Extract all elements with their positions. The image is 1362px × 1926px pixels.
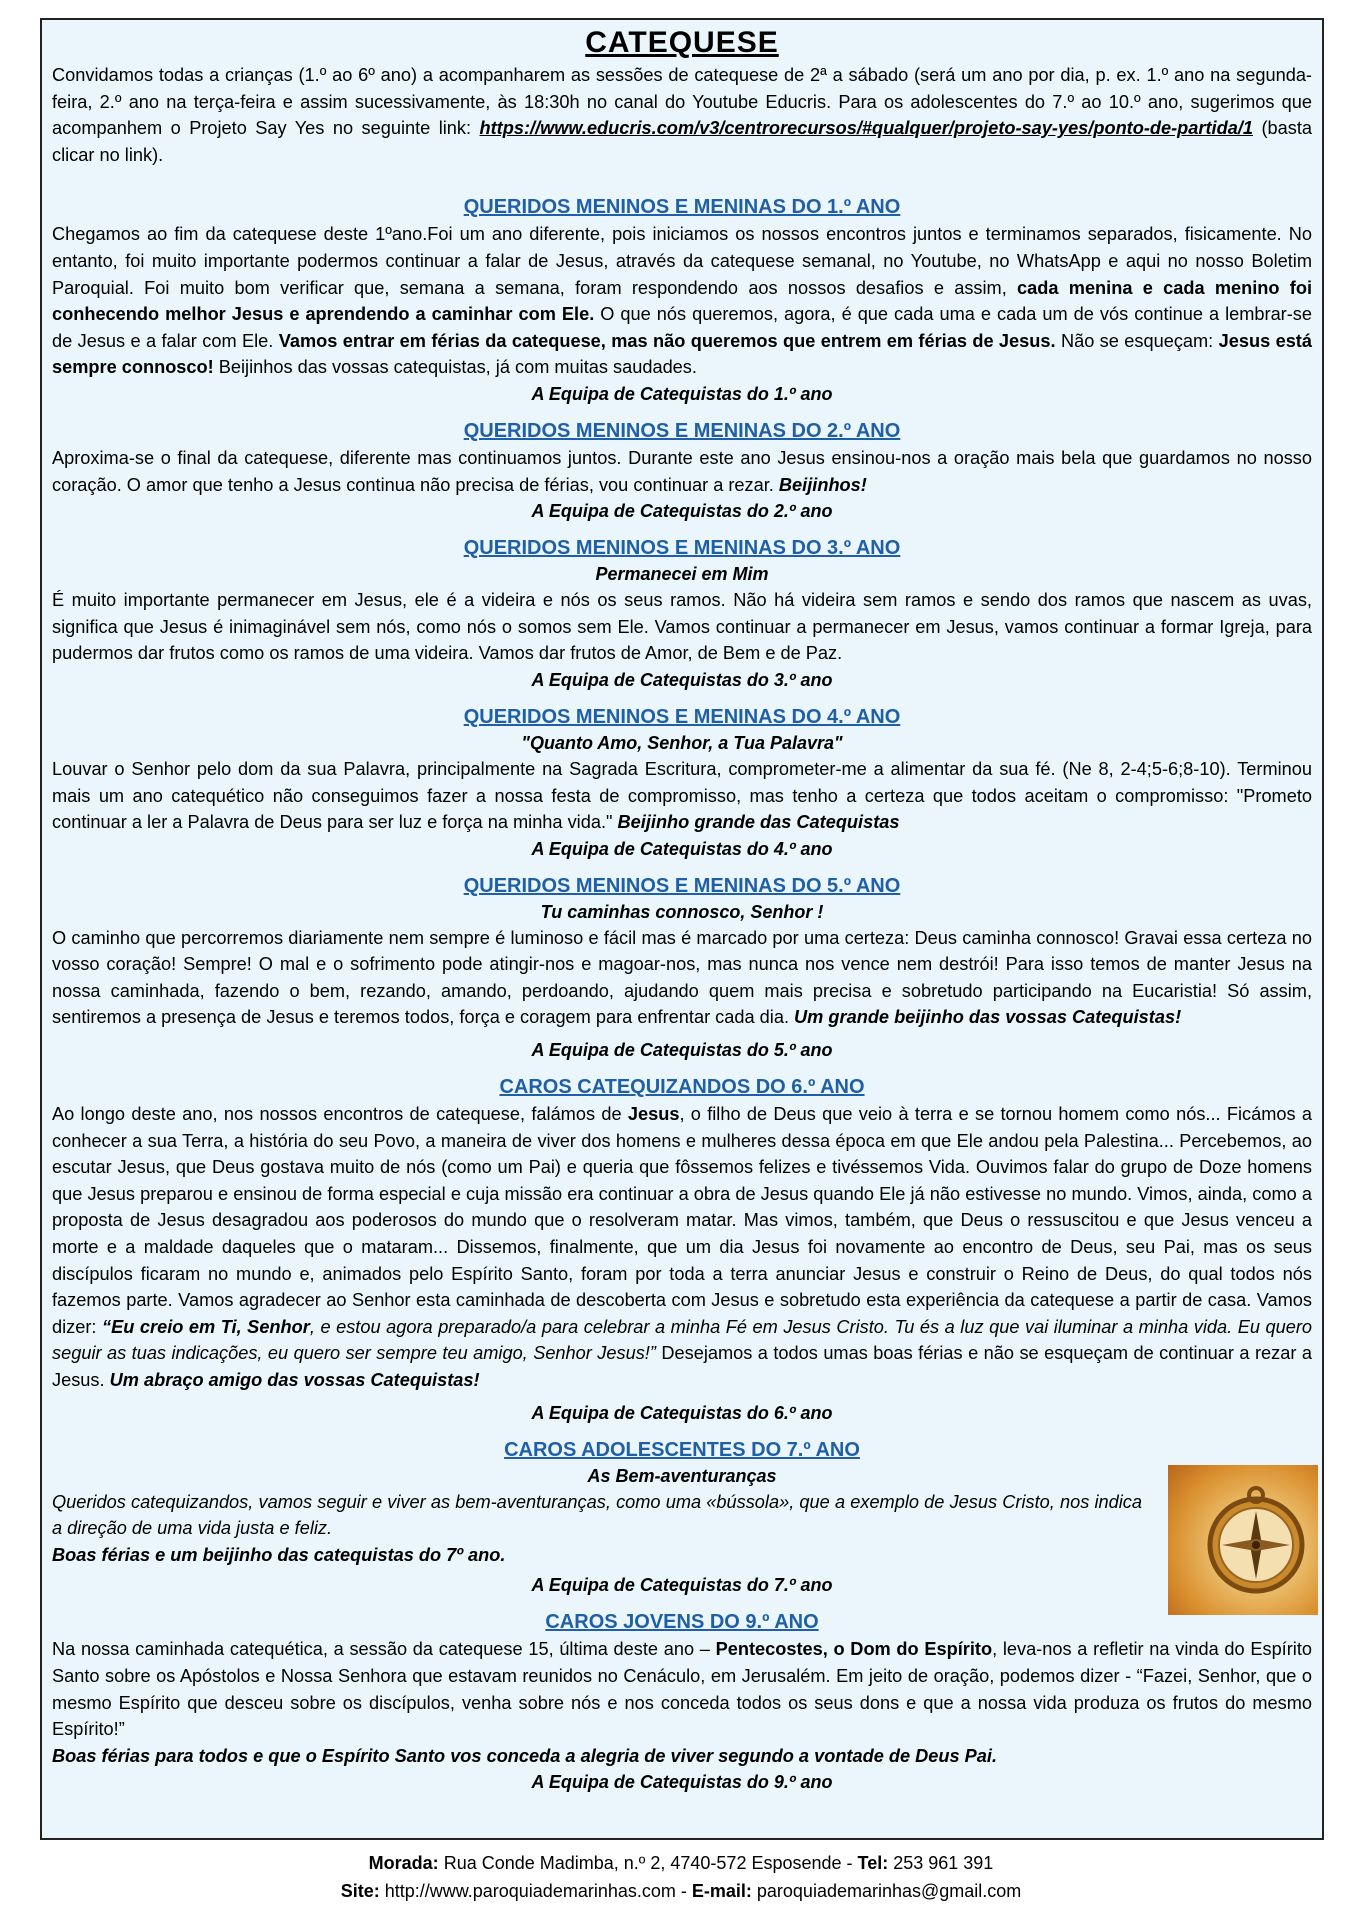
- signature-2-ano: A Equipa de Catequistas do 2.º ano: [531, 501, 833, 522]
- heading-1-ano: QUERIDOS MENINOS E MENINAS DO 1.º ANO: [463, 196, 901, 219]
- text: 253 961 391: [888, 1853, 994, 1873]
- bold-italic-text: Beijinhos!: [778, 474, 867, 495]
- text: , leva-nos a refletir na vinda do Espírito Santo sobre os Apóstolos e Nossa Senhora que estavam reunidos no Cenáculo, em Jerusalém. Em jeito de oração, podemos dizer - “Fazei, Senhor, que o mesmo Espírito que desceu sobre os discípulos, venha sobre nós e nos conceda todos os seus dons e que a nossa vida produza os frutos do mesmo Espírito!”: [52, 1639, 1313, 1740]
- paragraph-4-ano: [52, 756, 1312, 836]
- catequese-box: [40, 18, 1324, 1840]
- label: Morada:: [368, 1853, 439, 1873]
- footer-contacts: [0, 1878, 1362, 1904]
- paragraph-9-ano: [52, 1636, 1312, 1742]
- intro-text-end: (basta clicar no link).: [52, 118, 1312, 165]
- bold-text: Jesus: [627, 1104, 680, 1125]
- text: Não se esqueçam:: [1055, 330, 1219, 351]
- wishes-7-ano: Boas férias e um beijinho das catequistas do 7º ano.: [52, 1544, 506, 1565]
- signature-4-ano: A Equipa de Catequistas do 4.º ano: [531, 838, 833, 859]
- intro-text: Convidamos todas a crianças (1.º ao 6º ano) a acompanharem as sessões de catequese de 2ª a sábado (será um ano por dia, p. ex. 1.º ano na segunda-feira, 2.º ano na terça-feira e assim sucessivamente, às 18:30h no canal do Youtube Educris. Para os adolescentes do 7.º ao 10.º ano, sugerimos que acompanhem o Projeto Say Yes no seguinte link:: [52, 65, 1312, 139]
- heading-4-ano: QUERIDOS MENINOS E MENINAS DO 4.º ANO: [463, 705, 901, 728]
- text: O caminho que percorremos diariamente nem sempre é luminoso e fácil mas é marcado por uma certeza: Deus caminha connosco! Gravai essa certeza no vosso coração! Sempre! O mal e o sofrimento pode atingir-nos e magoar-nos, mas nunca nos vence nem destrói! Para isso temos de manter Jesus na nossa caminhada, fazendo o bem, rezando, amando, perdoando, ajudando quem mais precisa e sobretudo participando na Eucaristia! Só assim, sentiremos a presença de Jesus e teremos todos, força e coragem para enfrentar cada dia.: [52, 927, 1312, 1028]
- site-link[interactable]: http://www.paroquiademarinhas.com -: [379, 1881, 692, 1901]
- text: Chegamos ao fim da catequese deste 1ºano.Foi um ano diferente, pois iniciamos os nossos encontros juntos e terminamos separados, fisicamente. No entanto, foi muito importante podermos continuar a falar de Jesus, através da catequese semanal, no Youtube, no WhatsApp e aqui no nosso Boletim Paroquial. Foi muito bom verificar que, semana a semana, foram respondendo aos nossos desafios e assim,: [52, 224, 1312, 298]
- label: Site:: [340, 1881, 380, 1901]
- paragraph-7-ano: Queridos catequizandos, vamos seguir e viver as bem-aventuranças, como uma «bússola», que a exemplo de Jesus Cristo, nos indica a direção de uma vida justa e feliz.: [52, 1491, 1142, 1539]
- signature-3-ano: A Equipa de Catequistas do 3.º ano: [531, 669, 833, 690]
- bold-text: Pentecostes, o Dom do Espírito: [715, 1639, 993, 1660]
- compass-icon: [1168, 1465, 1318, 1615]
- say-yes-link[interactable]: https://www.educris.com/v3/centrorecursos/#qualquer/projeto-say-yes/ponto-de-partida/1: [479, 118, 1253, 139]
- signature-9-ano: A Equipa de Catequistas do 9.º ano: [531, 1772, 833, 1793]
- heading-5-ano: QUERIDOS MENINOS E MENINAS DO 5.º ANO: [463, 874, 901, 897]
- bold-text: Jesus está sempre connosco!: [52, 330, 1312, 378]
- text: O que nós queremos, agora, é que cada uma e cada um de vós continue a lembrar-se de Jesus e a falar com Ele.: [52, 304, 1313, 351]
- subtitle-4-ano: "Quanto Amo, Senhor, a Tua Palavra": [521, 732, 843, 753]
- text: Louvar o Senhor pelo dom da sua Palavra, principalmente na Sagrada Escritura, comprometer-me a alimentar da sua fé. (Ne 8, 2-4;5-6;8-10). Terminou mais um ano catequético não conseguimos fazer a nossa festa de compromisso, mas tenho a certeza que todos aceitam o compromisso: "Prometo continuar a ler a Palavra de Deus para ser luz e força na minha vida.": [52, 758, 1312, 833]
- paragraph-5-ano: [52, 925, 1312, 1031]
- paragraph-6-ano: [52, 1101, 1312, 1394]
- heading-2-ano: QUERIDOS MENINOS E MENINAS DO 2.º ANO: [463, 419, 901, 442]
- label: E-mail:: [691, 1881, 752, 1901]
- wishes-9-ano: Boas férias para todos e que o Espírito Santo vos conceda a alegria de viver segundo a vontade de Deus Pai.: [52, 1745, 998, 1766]
- italic-text: , e estou agora preparado/a para celebrar a minha Fé em Jesus Cristo. Tu és a luz que vai iluminar a minha vida. Eu quero seguir as tuas indicações, eu quero ser sempre teu amigo, Senhor Jesus!”: [52, 1316, 1313, 1364]
- heading-9-ano: CAROS JOVENS DO 9.º ANO: [545, 1611, 819, 1634]
- paragraph-3-ano: É muito importante permanecer em Jesus, ele é a videira e nós os seus ramos. Não há videira sem ramos e sendo dos ramos que nascem as uvas, significa que Jesus é inimaginável sem nós, como nós o somos sem Ele. Vamos continuar a permanecer em Jesus, vamos continuar a formar Igreja, para pudermos dar frutos como os ramos de uma videira. Vamos dar frutos de Amor, de Bem e de Paz.: [52, 590, 1312, 664]
- text: Beijinhos das vossas catequistas, já com muitas saudades.: [213, 357, 697, 378]
- text: Desejamos a todos umas boas férias e não se esqueçam de continuar a rezar a Jesus.: [52, 1343, 1313, 1390]
- heading-3-ano: QUERIDOS MENINOS E MENINAS DO 3.º ANO: [463, 537, 901, 560]
- text: Aproxima-se o final da catequese, diferente mas continuamos juntos. Durante este ano Jesus ensinou-nos a oração mais bela que guardamos no nosso coração. O amor que tenho a Jesus continua não precisa de férias, vou continuar a rezar.: [52, 447, 1312, 495]
- text: , o filho de Deus que veio à terra e se tornou homem como nós... Ficámos a conhecer a sua Terra, a história do seu Povo, a maneira de viver dos homens e mulheres dessa época em que Ele andou pela Palestina... Percebemos, ao escutar Jesus, que Deus gostava muito de nós (como um Pai) e queria que fôssemos felizes e tivéssemos Vida. Ouvimos falar do grupo de Doze homens que Jesus preparou e ensinou de forma especial e cuja missão era continuar a obra de Jesus quando Ele já não estivesse no mundo. Vimos, ainda, como a proposta de Jesus desagradou aos poderosos do mundo que o resolveram matar. Mas vimos, também, que Deus o ressuscitou e que Jesus venceu a morte e a maldade daqueles que o mataram... Dissemos, finalmente, que um dia Jesus foi novamente ao encontro de Deus, seu Pai, mas os seus discípulos ficaram no mundo e, animados pelo Espírito Santo, foram por toda a terra anunciar Jesus e construir o Reino de Deus, do qual todos nós fazemos parte. Vamos agradecer ao Senhor esta caminhada de descoberta com Jesus e sobretudo esta experiência da catequese a partir de casa. Vamos dizer:: [52, 1104, 1312, 1337]
- paragraph-2-ano: [52, 445, 1312, 498]
- footer-address: [0, 1850, 1362, 1876]
- signature-7-ano: A Equipa de Catequistas do 7.º ano: [531, 1575, 833, 1596]
- text: Rua Conde Madimba, n.º 2, 4740-572 Esposende -: [438, 1853, 858, 1873]
- bold-italic-text: Beijinho grande das Catequistas: [617, 812, 900, 833]
- page-title: CATEQUESE: [585, 26, 779, 59]
- text: Ao longo deste ano, nos nossos encontros de catequese, falámos de: [52, 1104, 628, 1125]
- bold-italic-text: Um abraço amigo das vossas Catequistas!: [109, 1370, 480, 1390]
- subtitle-7-ano: As Bem-aventuranças: [587, 1465, 777, 1486]
- label: Tel:: [857, 1853, 889, 1873]
- subtitle-5-ano: Tu caminhas connosco, Senhor !: [540, 901, 824, 922]
- signature-1-ano: A Equipa de Catequistas do 1.º ano: [531, 383, 833, 404]
- compass-image: [1168, 1465, 1318, 1615]
- section-7-body: [52, 1489, 1312, 1569]
- bold-italic-text: “Eu creio em Ti, Senhor: [102, 1316, 310, 1337]
- heading-6-ano: CAROS CATEQUIZANDOS DO 6.º ANO: [499, 1076, 865, 1099]
- paragraph-1-ano: [52, 221, 1312, 381]
- bold-text: cada menina e cada menino foi conhecendo melhor Jesus e aprendendo a caminhar com Ele.: [52, 277, 1312, 325]
- bold-italic-text: Um grande beijinho das vossas Catequistas!: [794, 1007, 1182, 1028]
- subtitle-3-ano: Permanecei em Mim: [595, 564, 769, 585]
- signature-6-ano: A Equipa de Catequistas do 6.º ano: [531, 1402, 833, 1423]
- signature-5-ano: A Equipa de Catequistas do 5.º ano: [531, 1040, 833, 1061]
- bold-text: Vamos entrar em férias da catequese, mas não queremos que entrem em férias de Jesus.: [278, 330, 1056, 351]
- heading-7-ano: CAROS ADOLESCENTES DO 7.º ANO: [504, 1438, 860, 1461]
- intro-paragraph: [52, 62, 1312, 168]
- email-link[interactable]: paroquiademarinhas@gmail.com: [751, 1881, 1022, 1901]
- text: Na nossa caminhada catequética, a sessão da catequese 15, última deste ano –: [52, 1639, 716, 1660]
